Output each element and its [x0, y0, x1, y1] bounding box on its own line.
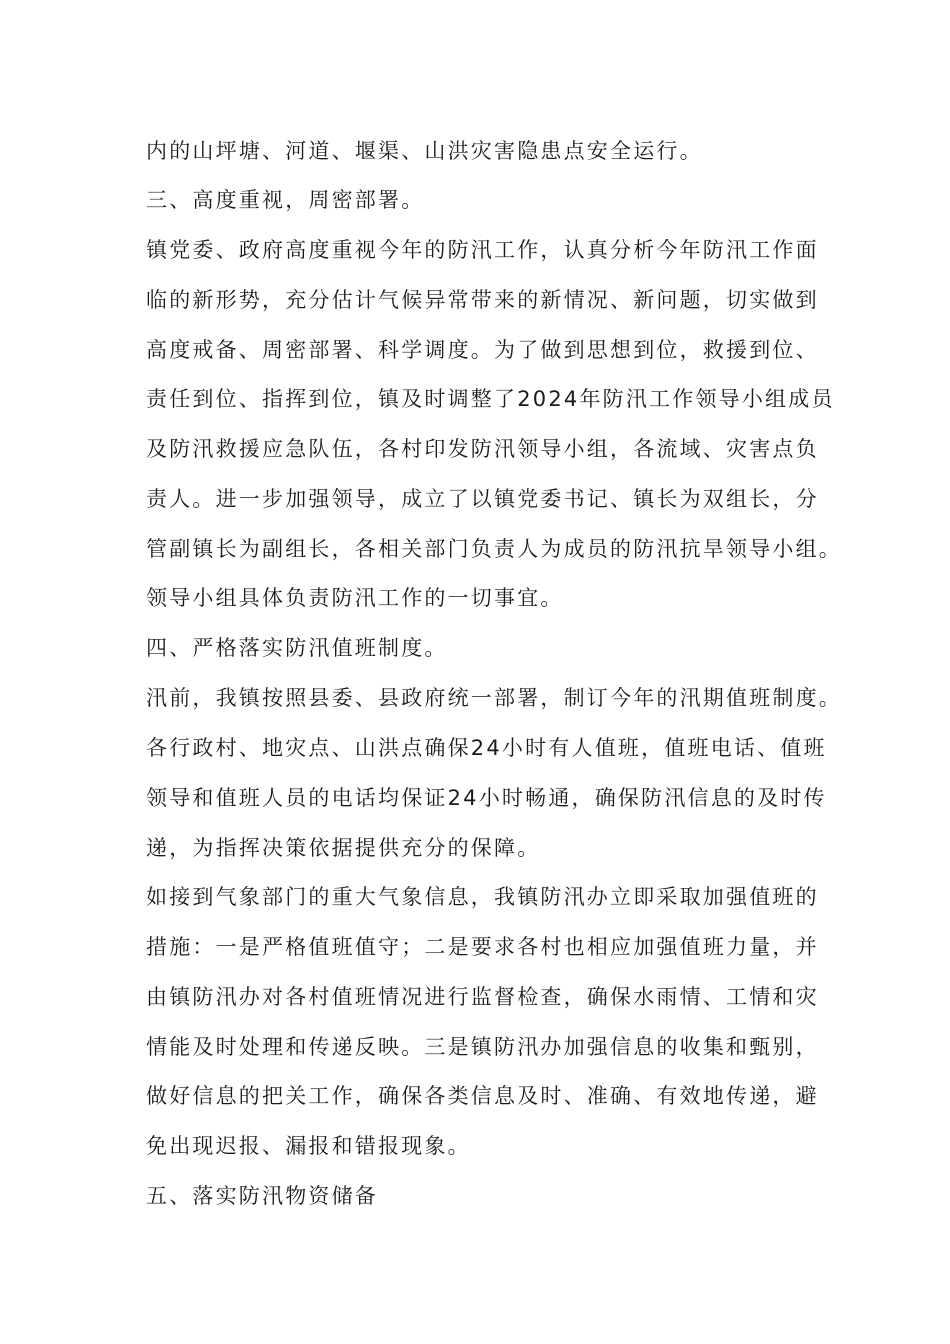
section-heading-3: 三、高度重视，周密部署。 — [146, 188, 425, 212]
paragraph-line: 免出现迟报、漏报和错报现象。 — [146, 1134, 471, 1158]
paragraph-line: 高度戒备、周密部署、科学调度。为了做到思想到位，救援到位、 — [146, 338, 819, 362]
paragraph-line: 领导小组具体负责防汛工作的一切事宜。 — [146, 586, 564, 610]
paragraph-line: 如接到气象部门的重大气象信息，我镇防汛办立即采取加强值班的 — [146, 885, 819, 909]
paragraph-line: 情能及时处理和传递反映。三是镇防汛办加强信息的收集和甄别， — [146, 1035, 819, 1059]
paragraph-line: 递，为指挥决策依据提供充分的保障。 — [146, 836, 541, 860]
paragraph-line: 由镇防汛办对各村值班情况进行监督检查，确保水雨情、工情和灾 — [146, 985, 819, 1009]
paragraph-line: 汛前，我镇按照县委、县政府统一部署，制订今年的汛期值班制度。 — [146, 686, 842, 710]
paragraph-line: 镇党委、政府高度重视今年的防汛工作，认真分析今年防汛工作面 — [146, 238, 819, 262]
paragraph-line: 及防汛救援应急队伍，各村印发防汛领导小组，各流域、灾害点负 — [146, 437, 819, 461]
section-heading-4: 四、严格落实防汛值班制度。 — [146, 636, 448, 660]
paragraph-line: 领导和值班人员的电话均保证24小时畅通，确保防汛信息的及时传 — [146, 786, 827, 810]
paragraph-line: 管副镇长为副组长，各相关部门负责人为成员的防汛抗旱领导小组。 — [146, 537, 842, 561]
paragraph-line: 做好信息的把关工作，确保各类信息及时、准确、有效地传递，避 — [146, 1084, 819, 1108]
paragraph-line: 内的山坪塘、河道、堰渠、山洪灾害隐患点安全运行。 — [146, 139, 703, 163]
paragraph-line: 责任到位、指挥到位，镇及时调整了2024年防汛工作领导小组成员 — [146, 387, 835, 411]
section-heading-5: 五、落实防汛物资储备 — [146, 1184, 378, 1208]
paragraph-line: 责人。进一步加强领导，成立了以镇党委书记、镇长为双组长，分 — [146, 487, 819, 511]
paragraph-line: 临的新形势，充分估计气候异常带来的新情况、新问题，切实做到 — [146, 288, 819, 312]
paragraph-line: 措施：一是严格值班值守；二是要求各村也相应加强值班力量，并 — [146, 935, 819, 959]
paragraph-line: 各行政村、地灾点、山洪点确保24小时有人值班，值班电话、值班 — [146, 736, 827, 760]
